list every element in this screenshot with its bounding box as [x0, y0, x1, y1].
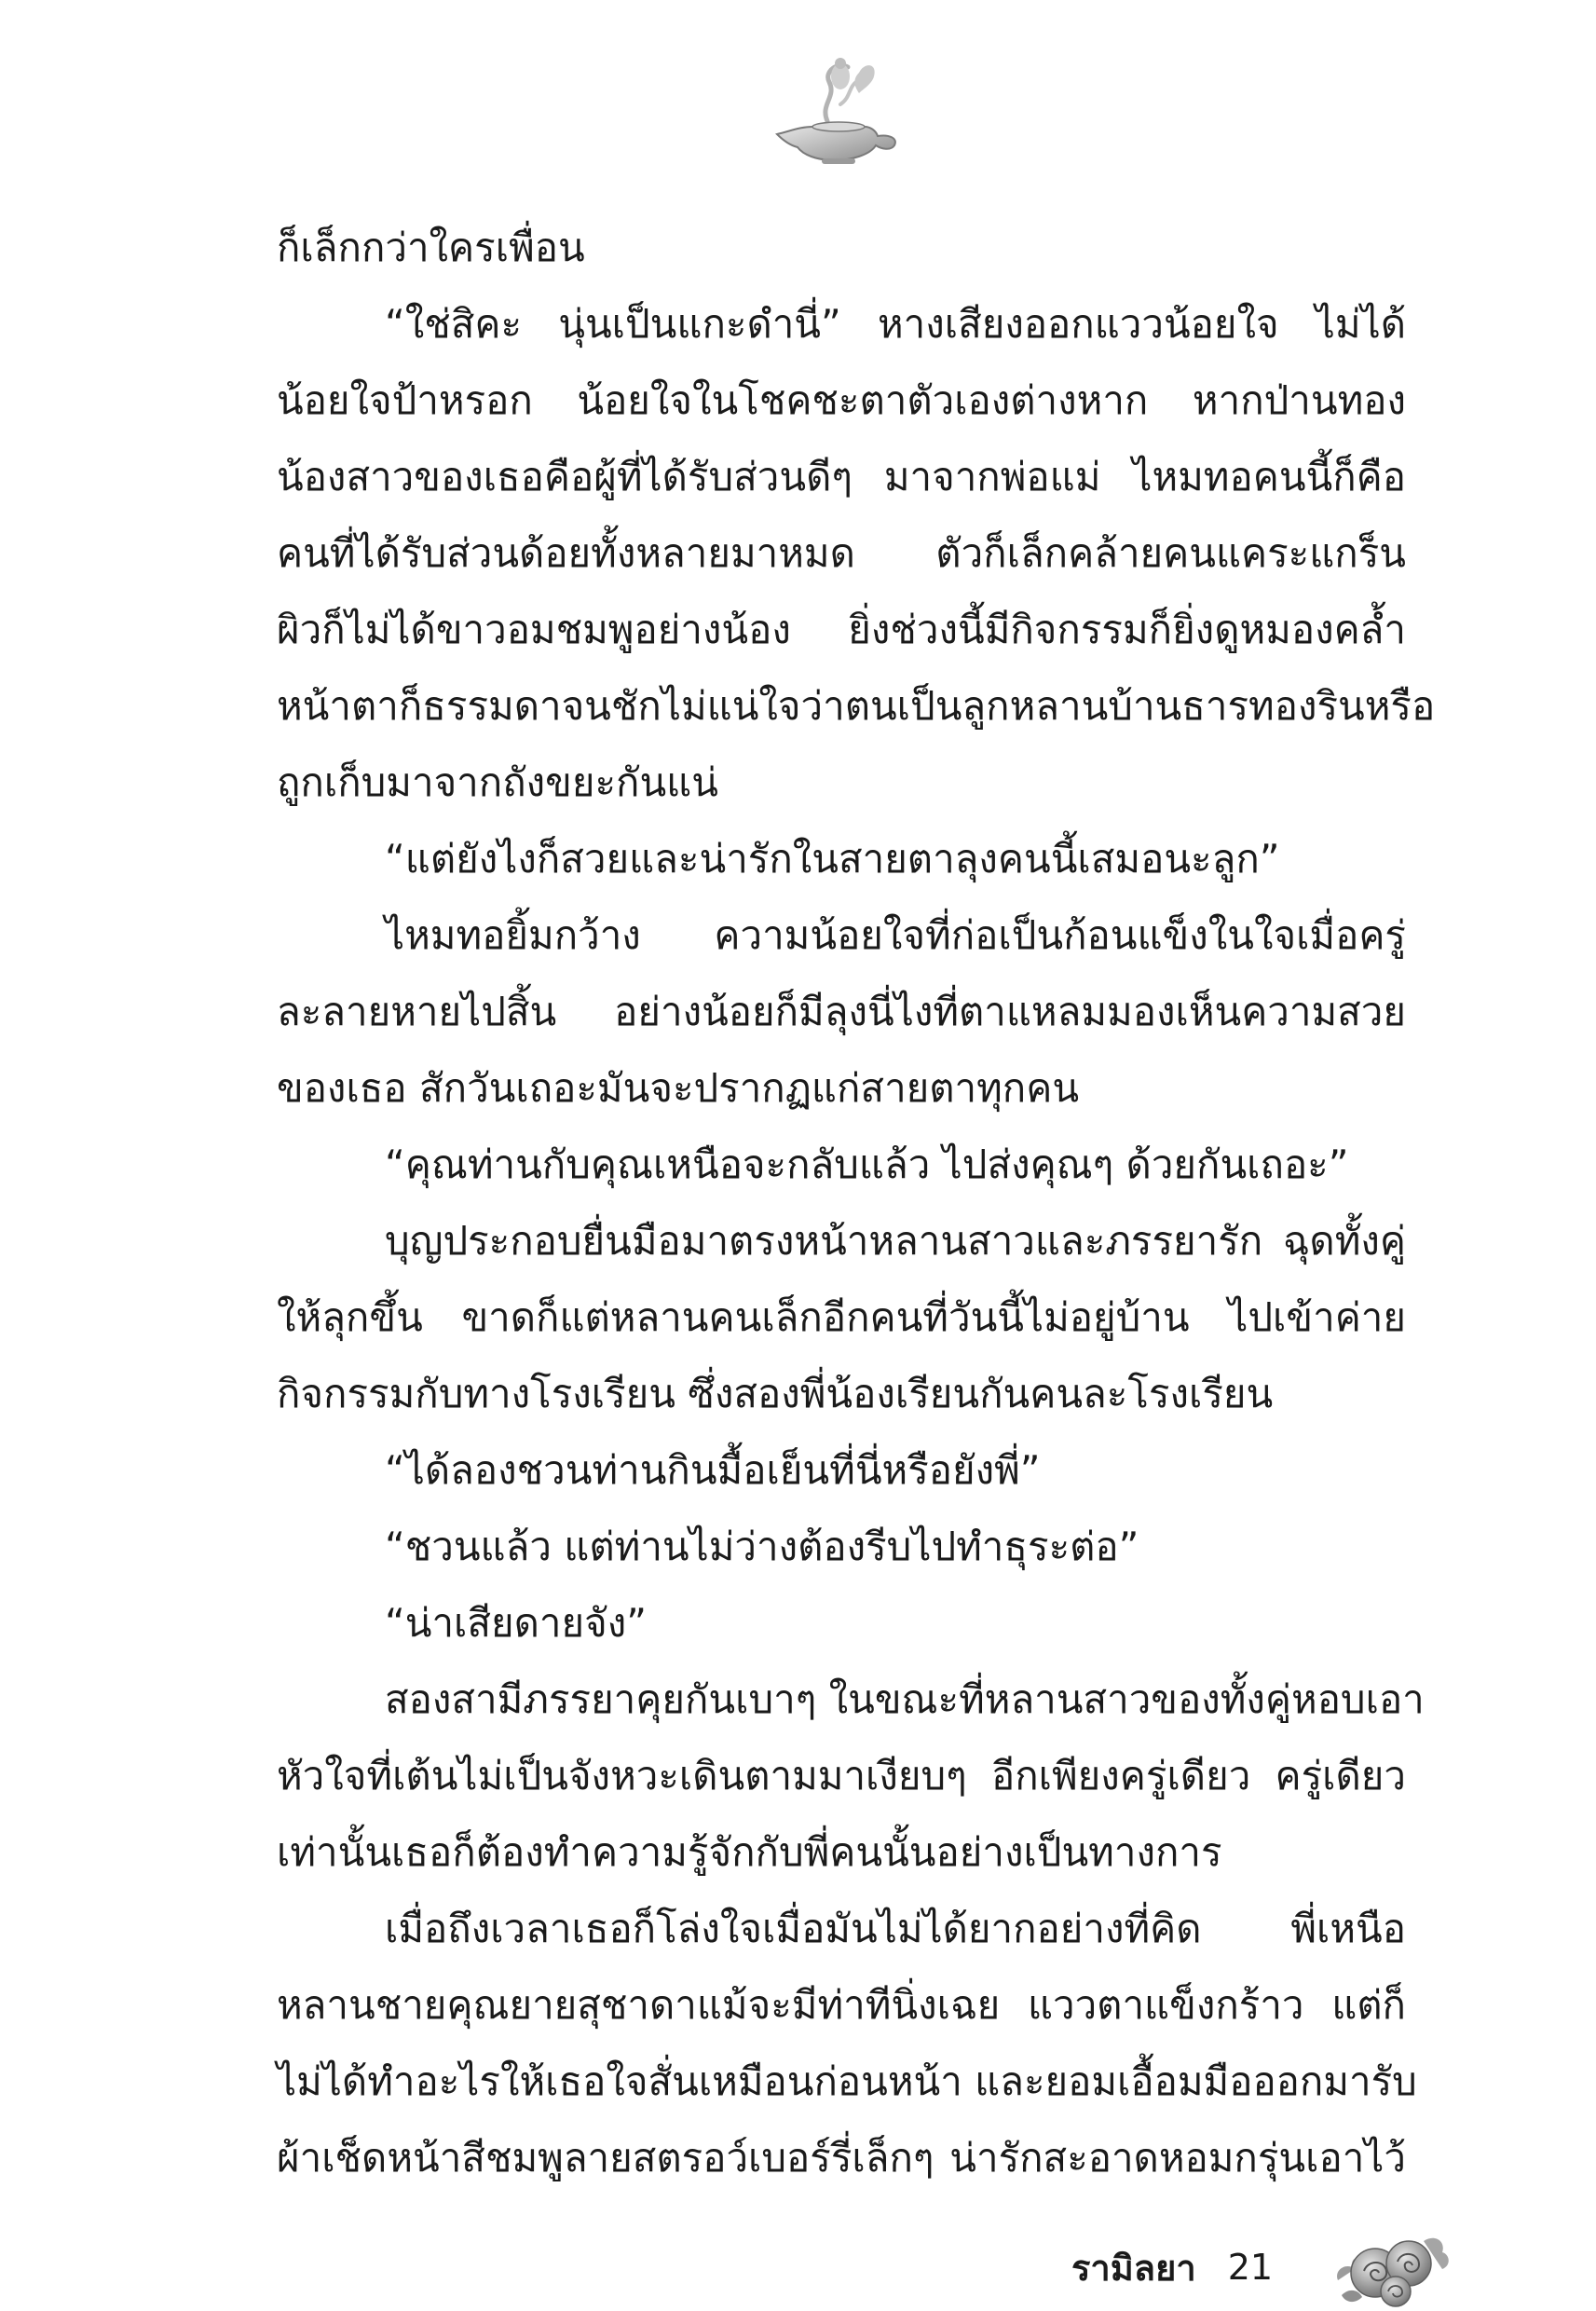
text-line-26: ผ้าเช็ดหน้าสีชมพูลายสตรอว์เบอร์รี่เล็กๆ น่ารักสะอาดหอมกรุ่นเอาไว้	[277, 2135, 1406, 2181]
genie-lamp-icon	[755, 48, 913, 170]
text-line-15: ให้ลุกขึ้น ขาดก็แต่หลานคนเล็กอีกคนที่วันนี้ไม่อยู่บ้าน ไปเข้าค่าย	[277, 1294, 1406, 1340]
text-line-3: น้อยใจป้าหรอก น้อยใจในโชคชะตาตัวเองต่างหาก หากป่านทอง	[277, 377, 1406, 423]
text-line-22: เท่านั้นเธอก็ต้องทำความรู้จักกับพี่คนนั้นอย่างเป็นทางการ	[277, 1829, 1222, 1875]
text-line-19: “น่าเสียดายจัง”	[385, 1600, 647, 1646]
page-footer	[1071, 2235, 1273, 2300]
text-line-16: กิจกรรมกับทางโรงเรียน ซึ่งสองพี่น้องเรียนกันคนละโรงเรียน	[277, 1371, 1274, 1416]
text-line-1: ก็เล็กกว่าใครเพื่อน	[277, 225, 585, 270]
text-line-14: บุญประกอบยื่นมือมาตรงหน้าหลานสาวและภรรยารัก ฉุดทั้งคู่	[385, 1218, 1406, 1264]
text-line-8: ถูกเก็บมาจากถังขยะกันแน่	[277, 759, 718, 805]
text-line-6: ผิวก็ไม่ได้ขาวอมชมพูอย่างน้อง ยิ่งช่วงนี้มีกิจกรรมก็ยิ่งดูหมองคล้ำ	[277, 607, 1406, 652]
body-text	[277, 210, 1436, 2196]
text-line-10: ไหมทอยิ้มกว้าง ความน้อยใจที่ก่อเป็นก้อนแข็งในใจเมื่อครู่	[385, 912, 1406, 958]
text-line-18: “ชวนแล้ว แต่ท่านไม่ว่างต้องรีบไปทำธุระต่อ”	[385, 1524, 1139, 1569]
text-line-17: “ได้ลองชวนท่านกินมื้อเย็นที่นี่หรือยังพี่”	[385, 1447, 1041, 1493]
text-line-13: “คุณท่านกับคุณเหนือจะกลับแล้ว ไปส่งคุณๆ ด้วยกันเถอะ”	[385, 1142, 1349, 1187]
text-line-2: “ใช่สิคะ นุ่นเป็นแกะดำนี่” หางเสียงออกแววน้อยใจ ไม่ได้	[385, 301, 1406, 347]
text-line-5: คนที่ได้รับส่วนด้อยทั้งหลายมาหมด ตัวก็เล็กคล้ายคนแคระแกร็น	[277, 530, 1406, 576]
footer-book-title: รามิลยา	[1071, 2247, 1196, 2289]
text-line-12: ของเธอ สักวันเถอะมันจะปรากฏแก่สายตาทุกคน	[277, 1065, 1080, 1111]
rose-icon	[1330, 2222, 1452, 2311]
text-line-24: หลานชายคุณยายสุชาดาแม้จะมีท่าทีนิ่งเฉย แววตาแข็งกร้าว แต่ก็	[277, 1982, 1406, 2028]
page-number: 21	[1227, 2247, 1274, 2288]
text-line-20: สองสามีภรรยาคุยกันเบาๆ ในขณะที่หลานสาวของทั้งคู่หอบเอา	[385, 1676, 1425, 1722]
text-line-11: ละลายหายไปสิ้น อย่างน้อยก็มีลุงนี่ไงที่ตาแหลมมองเห็นความสวย	[277, 989, 1406, 1034]
text-line-25: ไม่ได้ทำอะไรให้เธอใจสั่นเหมือนก่อนหน้า และยอมเอื้อมมือออกมารับ	[277, 2058, 1417, 2104]
text-line-21: หัวใจที่เต้นไม่เป็นจังหวะเดินตามมาเงียบๆ อีกเพียงครู่เดียว ครู่เดียว	[277, 1753, 1406, 1798]
text-line-4: น้องสาวของเธอคือผู้ที่ได้รับส่วนดีๆ มาจากพ่อแม่ ไหมทอคนนี้ก็คือ	[277, 454, 1406, 499]
text-line-23: เมื่อถึงเวลาเธอก็โล่งใจเมื่อมันไม่ได้ยากอย่างที่คิด พี่เหนือ	[385, 1906, 1406, 1951]
text-line-7: หน้าตาก็ธรรมดาจนชักไม่แน่ใจว่าตนเป็นลูกหลานบ้านธารทองรินหรือ	[277, 683, 1436, 729]
text-line-9: “แต่ยังไงก็สวยและน่ารักในสายตาลุงคนนี้เสมอนะลูก”	[385, 836, 1280, 882]
